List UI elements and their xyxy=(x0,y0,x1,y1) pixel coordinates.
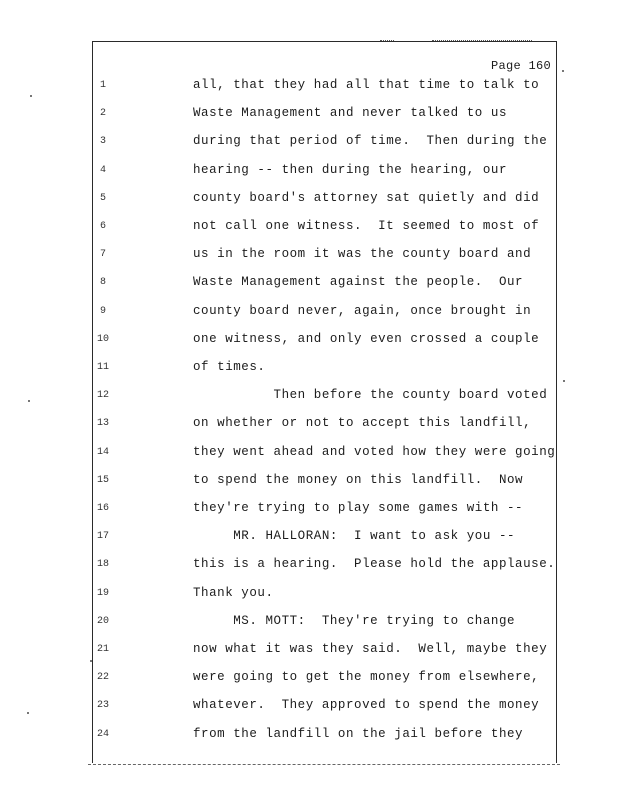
line-number: 21 xyxy=(96,644,109,655)
line-number: 19 xyxy=(96,587,109,599)
transcript-line: of times. xyxy=(193,360,266,374)
line-number: 2 xyxy=(99,108,106,120)
line-number: 9 xyxy=(99,305,106,317)
transcript-line: this is a hearing. Please hold the applause. xyxy=(193,557,556,572)
transcript-line: were going to get the money from elsewhere, xyxy=(193,670,540,685)
line-number: 16 xyxy=(96,503,109,514)
line-number: 14 xyxy=(96,446,109,458)
line-number: 18 xyxy=(96,559,109,571)
line-number: 15 xyxy=(96,474,109,486)
line-number: 17 xyxy=(96,531,109,543)
page-number: Page 160 xyxy=(490,59,551,73)
line-number: 13 xyxy=(96,418,109,430)
scan-artifact xyxy=(30,95,32,97)
transcript-line: Thank you. xyxy=(193,585,274,600)
line-number: 6 xyxy=(99,221,106,232)
transcript-line: now what it was they said. Well, maybe they xyxy=(193,642,548,656)
scan-artifact xyxy=(27,712,29,714)
transcript-line: during that period of time. Then during the xyxy=(193,134,548,149)
transcript-line: MS. MOTT: They're trying to change xyxy=(193,613,516,628)
transcript-line: not call one witness. It seemed to most of xyxy=(193,219,540,233)
transcript-line: on whether or not to accept this landfill, xyxy=(193,416,532,431)
transcript-line: hearing -- then during the hearing, our xyxy=(193,162,507,177)
transcript-line: MR. HALLORAN: I want to ask you -- xyxy=(193,529,516,544)
transcript-line: to spend the money on this landfill. Now xyxy=(193,472,524,487)
transcript-line: whatever. They approved to spend the money xyxy=(193,698,540,713)
line-number: 20 xyxy=(96,615,109,627)
transcript-line: Waste Management and never talked to us xyxy=(193,106,507,121)
line-number: 22 xyxy=(96,672,109,684)
line-number: 24 xyxy=(96,728,109,740)
transcript-line: Waste Management against the people. Our xyxy=(193,275,524,290)
transcript-line: from the landfill on the jail before they xyxy=(193,726,524,741)
line-number: 10 xyxy=(96,333,109,345)
scan-artifact xyxy=(90,660,92,662)
transcript-line: us in the room it was the county board and xyxy=(193,247,532,262)
page-border-bottom xyxy=(88,764,560,765)
line-number: 8 xyxy=(99,277,106,289)
transcript-line: Then before the county board voted xyxy=(193,388,548,403)
transcript-line: county board never, again, once brought in xyxy=(193,303,532,318)
line-number: 1 xyxy=(99,80,106,91)
transcript-line: they're trying to play some games with -- xyxy=(193,501,524,515)
scan-artifact xyxy=(563,380,565,382)
scan-artifact xyxy=(28,400,30,402)
line-number: 12 xyxy=(96,390,109,402)
transcript-line: all, that they had all that time to talk to xyxy=(193,78,540,92)
line-number: 5 xyxy=(99,192,106,204)
line-number: 23 xyxy=(96,700,109,712)
line-number: 11 xyxy=(96,362,109,373)
scan-artifact xyxy=(562,70,564,72)
line-number: 7 xyxy=(99,249,106,261)
transcript-line: county board's attorney sat quietly and did xyxy=(193,190,540,205)
line-number: 3 xyxy=(99,136,106,148)
line-number: 4 xyxy=(99,164,106,176)
transcript-line: one witness, and only even crossed a couple xyxy=(193,331,540,346)
transcript-line: they went ahead and voted how they were going xyxy=(193,444,556,459)
